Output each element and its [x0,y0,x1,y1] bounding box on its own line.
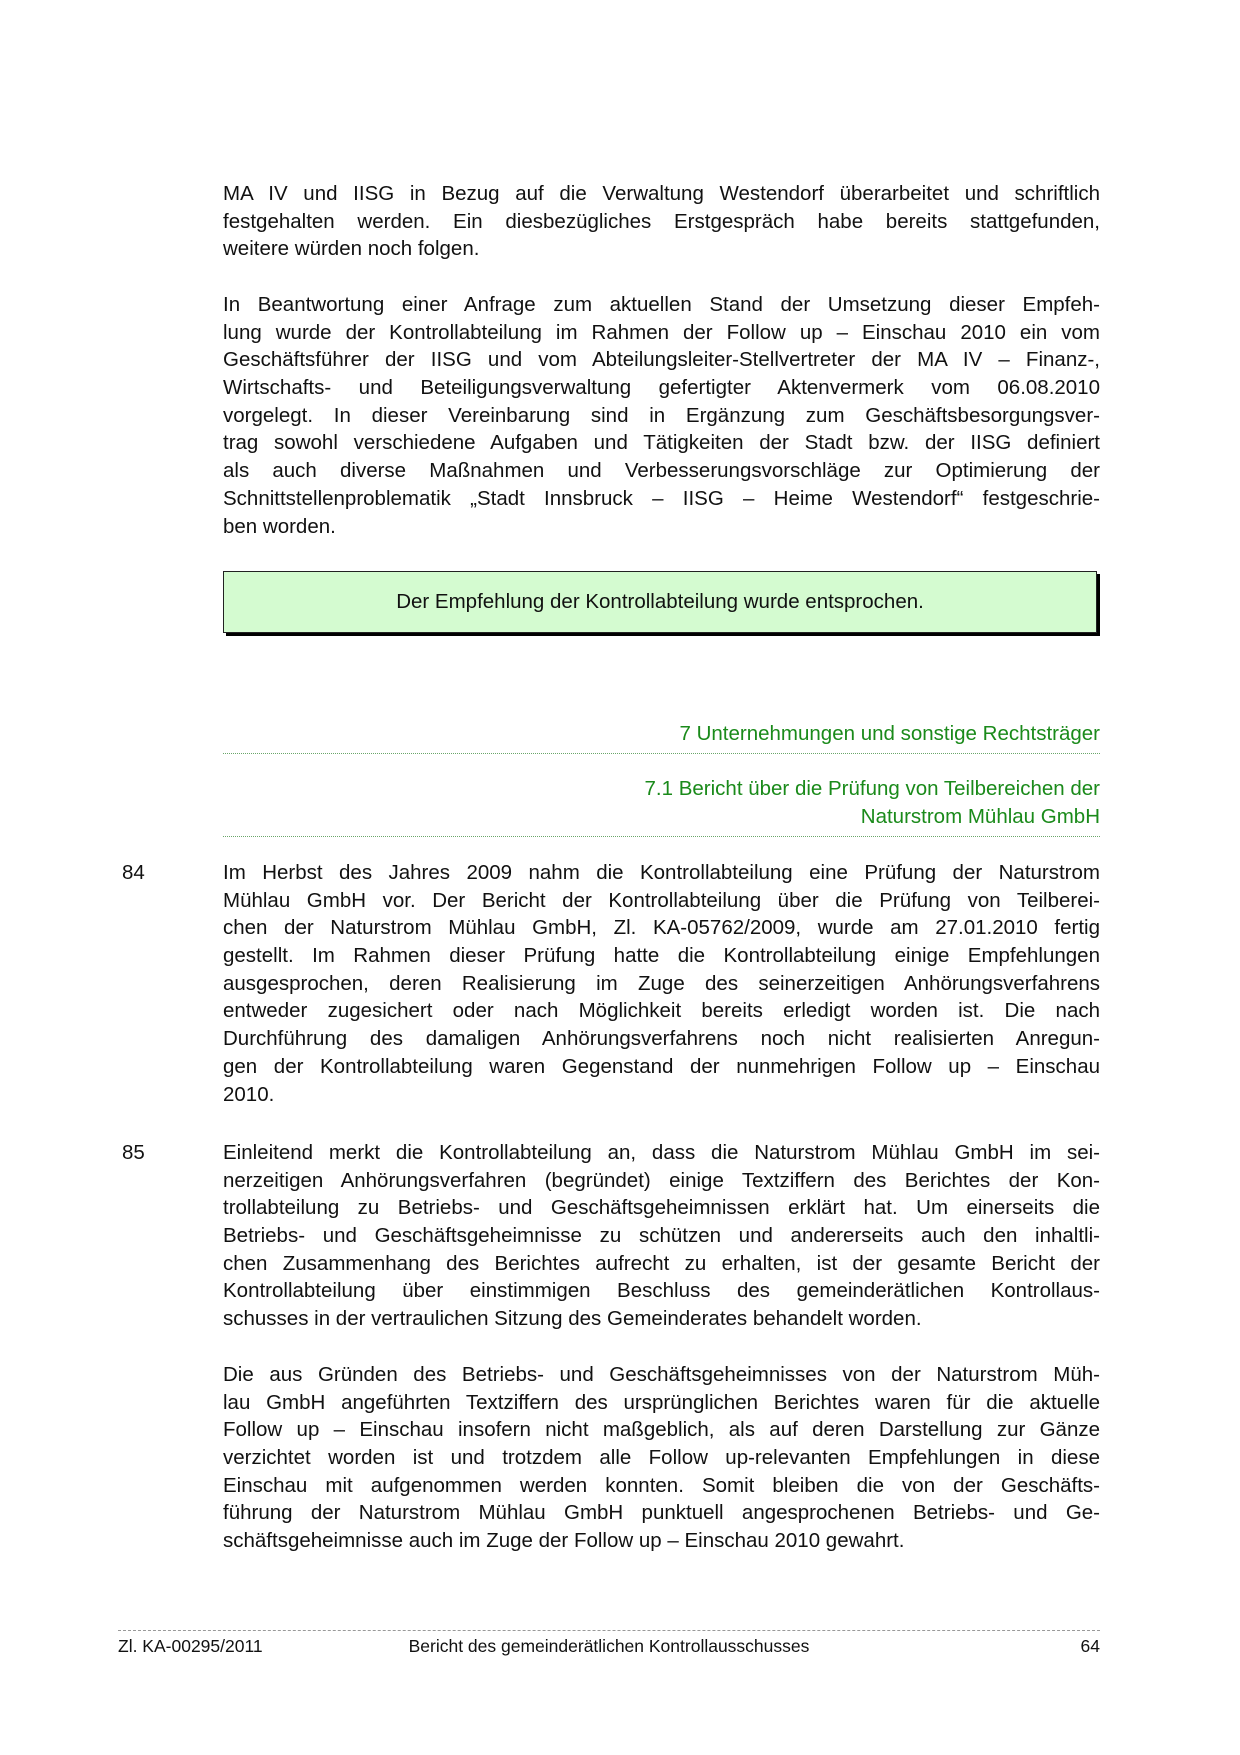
paragraph-85-continued [223,1361,1100,1555]
text-line: weitere würden noch folgen. [223,237,480,261]
heading-section-7-1-line2: Naturstrom Mühlau GmbH [860,805,1100,828]
text-line: MA IV und IISG in Bezug auf die Verwaltung Westendorf überarbeitet und schriftlich [223,182,1100,205]
text-line: schäftsgeheimnisse auch im Zuge der Follow up – Einschau 2010 gewahrt. [223,1529,905,1553]
text-line: lung wurde der Kontrollabteilung im Rahmen der Follow up – Einschau 2010 ein vom [223,320,1100,344]
paragraph-intro [223,180,1100,263]
text-line: als auch diverse Maßnahmen und Verbesserungsvorschläge zur Optimierung der [223,459,1100,483]
heading-section-7: 7 Unternehmungen und sonstige Rechtsträger [679,722,1100,745]
paragraph-number: 85 [122,1141,145,1164]
result-box [223,571,1097,633]
text-line: entweder zugesichert oder nach Möglichkeit bereits erledigt worden ist. Die nach [223,999,1100,1023]
text-line: Einschau mit aufgenommen werden konnten. Somit bleiben die von der Geschäfts- [223,1473,1100,1497]
text-line: Einleitend merkt die Kontrollabteilung an, dass die Naturstrom Mühlau GmbH im sei- [223,1141,1100,1164]
text-line: vorgelegt. In dieser Vereinbarung sind in Ergänzung zum Geschäftsbesorgungsver- [223,403,1100,427]
paragraph-85 [223,1139,1100,1333]
text-line: schusses in der vertraulichen Sitzung des Gemeinderates behandelt worden. [223,1307,922,1331]
text-line: Follow up – Einschau insofern nicht maßgeblich, als auf deren Darstellung zur Gänze [223,1418,1100,1442]
text-line: Wirtschafts- und Beteiligungsverwaltung gefertigter Aktenvermerk vom 06.08.2010 [223,376,1100,400]
text-line: chen der Naturstrom Mühlau GmbH, Zl. KA-05762/2009, wurde am 27.01.2010 fertig [223,916,1100,940]
text-line: trollabteilung zu Betriebs- und Geschäftsgeheimnissen erklärt hat. Um einerseits die [223,1196,1100,1220]
text-line: Betriebs- und Geschäftsgeheimnisse zu schützen und andererseits auch den inhaltli- [223,1224,1100,1248]
text-line: trag sowohl verschiedene Aufgaben und Tätigkeiten der Stadt bzw. der IISG definiert [223,431,1100,455]
paragraph-84 [223,859,1100,1108]
text-line: In Beantwortung einer Anfrage zum aktuellen Stand der Umsetzung dieser Empfeh- [223,293,1100,316]
text-line: ben worden. [223,514,336,538]
heading-section-7-1-line1: 7.1 Bericht über die Prüfung von Teilbereichen der [644,777,1100,800]
text-line: führung der Naturstrom Mühlau GmbH punktuell angesprochenen Betriebs- und Ge- [223,1501,1100,1525]
heading-divider [223,753,1100,754]
text-line: gen der Kontrollabteilung waren Gegenstand der nunmehrigen Follow up – Einschau [223,1054,1100,1078]
paragraph-number: 84 [122,861,145,884]
text-line: Geschäftsführer der IISG und vom Abteilungsleiter-Stellvertreter der MA IV – Finanz-, [223,348,1100,372]
text-line: Schnittstellenproblematik „Stadt Innsbruck – IISG – Heime Westendorf“ festgeschrie- [223,486,1100,510]
heading-divider [223,836,1100,837]
page-number: 64 [1080,1636,1100,1656]
text-line: ausgesprochen, deren Realisierung im Zuge des seinerzeitigen Anhörungsverfahrens [223,971,1100,995]
text-line: Kontrollabteilung über einstimmigen Beschluss des gemeinderätlichen Kontrollaus- [223,1279,1100,1303]
paragraph-response [223,291,1100,540]
text-line: festgehalten werden. Ein diesbezügliches Erstgespräch habe bereits stattgefunden, [223,209,1100,233]
text-line: 2010. [223,1082,275,1106]
footer-title: Bericht des gemeinderätlichen Kontrollausschusses [408,1636,810,1656]
text-line: verzichtet worden ist und trotzdem alle Follow up-relevanten Empfehlungen in diese [223,1446,1100,1470]
text-line: nerzeitigen Anhörungsverfahren (begründet) einige Textziffern des Berichtes der Kon- [223,1168,1100,1192]
text-line: Durchführung des damaligen Anhörungsverfahrens noch nicht realisierten Anregun- [223,1027,1100,1051]
text-line: chen Zusammenhang des Berichtes aufrecht zu erhalten, ist der gesamte Bericht der [223,1251,1100,1275]
text-line: lau GmbH angeführten Textziffern des ursprünglichen Berichtes waren für die aktuelle [223,1390,1100,1414]
text-line: Im Herbst des Jahres 2009 nahm die Kontrollabteilung eine Prüfung der Naturstrom [223,861,1100,884]
text-line: gestellt. Im Rahmen dieser Prüfung hatte die Kontrollabteilung einige Empfehlungen [223,944,1100,968]
footer-reference: Zl. KA-00295/2011 [118,1636,263,1656]
text-line: Mühlau GmbH vor. Der Bericht der Kontrollabteilung über die Prüfung von Teilberei- [223,888,1100,912]
text-line: Die aus Gründen des Betriebs- und Geschäftsgeheimnisses von der Naturstrom Müh- [223,1363,1100,1386]
result-text: Der Empfehlung der Kontrollabteilung wurde entsprochen. [396,590,924,613]
